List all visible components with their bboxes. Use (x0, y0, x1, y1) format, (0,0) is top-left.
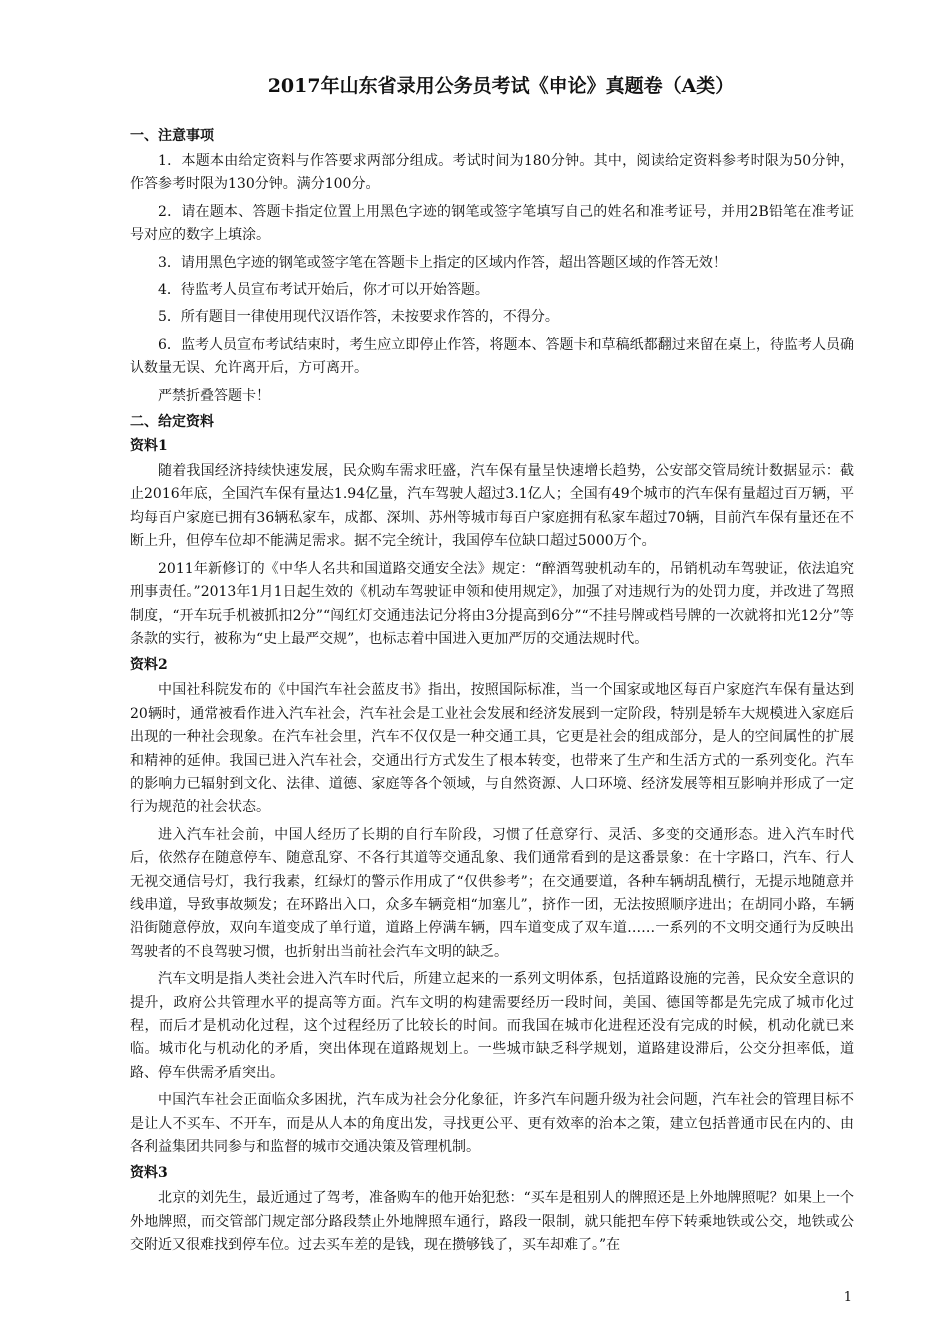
paragraph: 3．请用黑色字迹的钢笔或签字笔在答题卡上指定的区域内作答，超出答题区域的作答无效！ (158, 254, 727, 271)
paragraph: 2011年新修订的《中华人名共和国道路交通安全法》规定：“醉酒驾驶机动车的，吊销机动车驾驶证，依法追究刑事责任。”2013年1月1日起生效的《机动车驾驶证申领和使用规定》，加强了对违规行为的处罚力度，并改进了驾照制度，“开车玩手机被抓扣2分”“闯红灯交通违法记分将由3分提高到6分”“不挂号牌或档号牌的一次就将扣光12分”等条款的实行，被称为“史上最严交规”，也标志着中国进入更加严厉的交通法规时代。 (130, 560, 854, 647)
paragraph: 严禁折叠答题卡！ (158, 387, 270, 404)
document-body (130, 126, 854, 1258)
section-heading: 一、注意事项 (130, 128, 214, 144)
paragraph: 随着我国经济持续快速发展，民众购车需求旺盛，汽车保有量呈快速增长趋势，公安部交管局统计数据显示：截止2016年底，全国汽车保有量达1.94亿量，汽车驾驶人超过3.1亿人；全国有49个城市的汽车保有量超过百万辆，平均每百户家庭已拥有36辆私家车，成都、深圳、苏州等城市每百户家庭拥有私家车超过70辆，目前汽车保有量还在不断上升，但停车位却不能满足需求。据不完全统计，我国停车位缺口超过5000万个。 (130, 463, 854, 550)
paragraph: 北京的刘先生，最近通过了驾考，准备购车的他开始犯愁：“买车是租别人的牌照还是上外地牌照呢？如果上一个外地牌照，而交管部门规定部分路段禁止外地牌照车通行，路段一限制，就只能把车停下转乘地铁或公交，地铁或公交附近又很难找到停车位。过去买车差的是钱，现在攒够钱了，买车却难了。”在 (130, 1190, 854, 1254)
section-heading: 二、给定资料 (130, 414, 214, 431)
page-number: 1 (843, 1290, 852, 1305)
paragraph: 2．请在题本、答题卡指定位置上用黑色字迹的钢笔或签字笔填写自己的姓名和准考证号，并用2B铅笔在准考证号对应的数字上填涂。 (130, 203, 854, 244)
paragraph: 进入汽车社会前，中国人经历了长期的自行车阶段，习惯了任意穿行、灵活、多变的交通形态。进入汽车时代后，依然存在随意停车、随意乱穿、不各行其道等交通乱象、我们通常看到的是这番景象：在十字路口，汽车、行人无视交通信号灯，我行我素，红绿灯的警示作用成了“仅供参考”；在交通要道，各种车辆胡乱横行，无提示地随意并线串道，导致事故频发；在环路出入口，众多车辆竞相“加塞儿”，挤作一团，无法按照顺序进出；在胡同小路，车辆沿街随意停放，双向车道变成了单行道，道路上停满车辆，四车道变成了双车道……一系列的不文明交通行为反映出驾驶者的不良驾驶习惯，也折射出当前社会汽车文明的缺乏。 (130, 826, 854, 960)
paragraph: 5．所有题目一律使用现代汉语作答，未按要求作答的，不得分。 (158, 309, 559, 326)
paragraph: 中国汽车社会正面临众多困扰，汽车成为社会分化象征，许多汽车问题升级为社会问题，汽车社会的管理目标不是让人不买车、不开车，而是从人本的角度出发，寻找更公平、更有效率的治本之策，建立包括普通市民在内的、由各利益集团共同参与和监督的城市交通决策及管理机制。 (130, 1092, 854, 1156)
paragraph: 4．待监考人员宣布考试开始后，你才可以开始答题。 (158, 282, 489, 299)
paragraph: 1．本题本由给定资料与作答要求两部分组成。考试时间为180分钟。其中，阅读给定资料参考时限为50分钟，作答参考时限为130分钟。满分100分。 (130, 153, 854, 193)
section-heading: 资料3 (130, 1165, 168, 1182)
section-heading: 资料2 (130, 657, 168, 674)
section-heading: 资料1 (130, 438, 168, 455)
document-title: 2017年山东省录用公务员考试《申论》真题卷（A类） (267, 75, 735, 97)
paragraph: 6．监考人员宣布考试结束时，考生应立即停止作答，将题本、答题卡和草稿纸都翻过来留在桌上，待监考人员确认数量无误、允许离开后，方可离开。 (130, 336, 854, 377)
paragraph: 汽车文明是指人类社会进入汽车时代后，所建立起来的一系列文明体系，包括道路设施的完善，民众安全意识的提升，政府公共管理水平的提高等方面。汽车文明的构建需要经历一段时间，美国、德国等都是先完成了城市化过程，而后才是机动化过程，这个过程经历了比较长的时间。而我国在城市化进程还没有完成的时候，机动化就已来临。城市化与机动化的矛盾，突出体现在道路规划上。一些城市缺乏科学规划，道路建设滞后，公交分担率低，道路、停车供需矛盾突出。 (130, 971, 854, 1081)
paragraph: 中国社科院发布的《中国汽车社会蓝皮书》指出，按照国际标准，当一个国家或地区每百户家庭汽车保有量达到20辆时，通常被看作进入汽车社会，汽车社会是工业社会发展和经济发展到一定阶段，特别是轿车大规模进入家庭后出现的一种社会现象。在汽车社会里，汽车不仅仅是一种交通工具，它更是社会的组成部分，是人的空间属性的扩展和精神的延伸。我国已进入汽车社会，交通出行方式发生了根本转变，也带来了生产和生活方式的一系列变化。汽车的影响力已辐射到文化、法律、道德、家庭等各个领域，与自然资源、人口环境、经济发展等相互影响并形成了一定行为规范的社会状态。 (130, 682, 854, 816)
